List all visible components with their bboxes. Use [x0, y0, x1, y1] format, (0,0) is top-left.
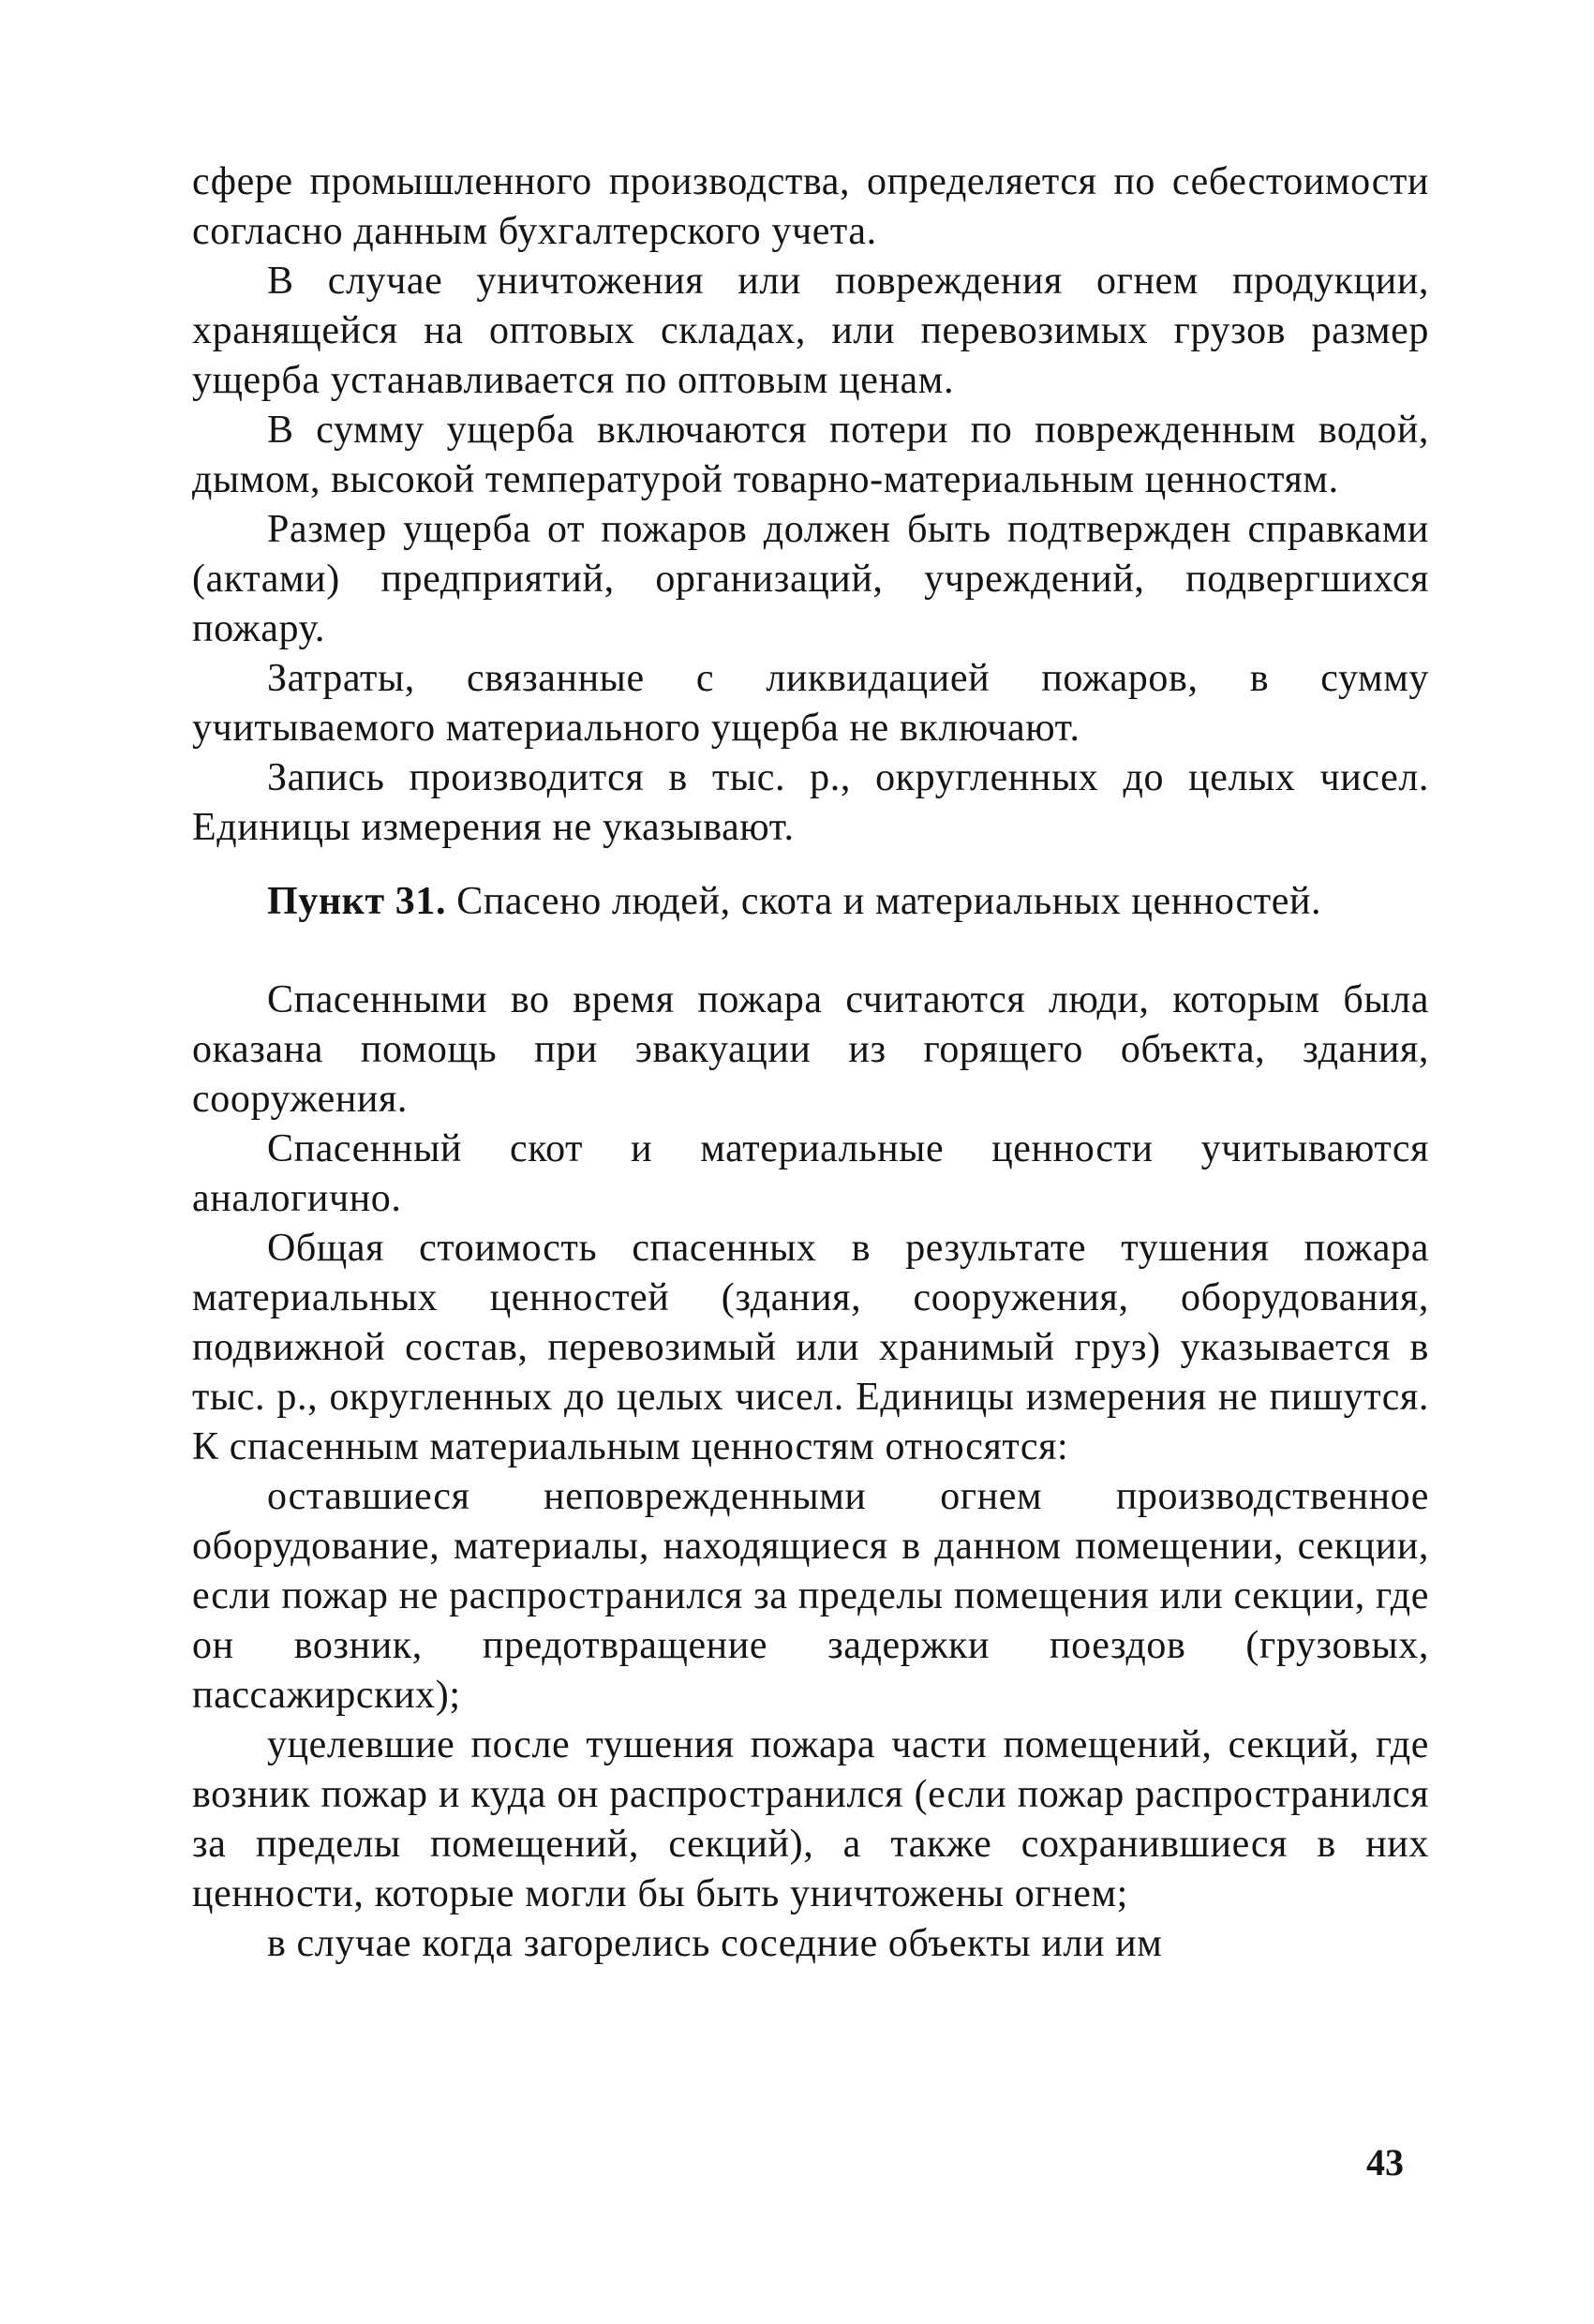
paragraph: уцелевшие после тушения пожара части помещений, секций, где возник пожар и куда он распространился (если пожар распространился за пределы помещений, секций), а также сохранившиеся в них ценности, которые могли бы быть уничтожены огнем; [192, 1723, 1429, 1915]
paragraph: Спасенный скот и материальные ценности учитываются аналогично. [192, 1127, 1429, 1220]
paragraph: Запись производится в тыс. р., округленных до целых чисел. Единицы измерения не указывают. [192, 756, 1429, 849]
paragraph: В сумму ущерба включаются потери по поврежденным водой, дымом, высокой температурой товарно-материальным ценностям. [192, 409, 1429, 501]
page-number: 43 [1366, 2141, 1404, 2183]
section-heading [192, 877, 1429, 927]
paragraph: Спасенными во время пожара считаются люди, которым была оказана помощь при эвакуации из горящего объекта, здания, сооружения. [192, 978, 1429, 1121]
paragraph: сфере промышленного производства, определяется по себестоимости согласно данным бухгалтерского учета. [192, 160, 1429, 253]
section-title: Спасено людей, скота и материальных ценностей. [456, 880, 1322, 923]
paragraph: Общая стоимость спасенных в результате тушения пожара материальных ценностей (здания, сооружения, оборудования, подвижной состав, перевозимый или хранимый груз) указывается в тыс. р., округленных до целых чисел. Единицы измерения не пишутся. К спасенным материальным ценностям относятся: [192, 1227, 1429, 1468]
paragraph: Размер ущерба от пожаров должен быть подтвержден справками (актами) предприятий, организаций, учреждений, подвергшихся пожару. [192, 508, 1429, 650]
paragraph: В случае уничтожения или повреждения огнем продукции, хранящейся на оптовых складах, или перевозимых грузов размер ущерба устанавливается по оптовым ценам. [192, 260, 1429, 402]
section-label: Пункт 31. [267, 880, 447, 923]
page-body [192, 157, 1429, 1969]
paragraph: оставшиеся неповрежденными огнем производственное оборудование, материалы, находящиеся в данном помещении, секции, если пожар не распространился за пределы помещения или секции, где он возник, предотвращение задержки поездов (грузовых, пассажирских); [192, 1475, 1429, 1717]
paragraph: Затраты, связанные с ликвидацией пожаров, в сумму учитываемого материального ущерба не включают. [192, 657, 1429, 750]
paragraph: в случае когда загорелись соседние объекты или им [267, 1922, 1163, 1965]
